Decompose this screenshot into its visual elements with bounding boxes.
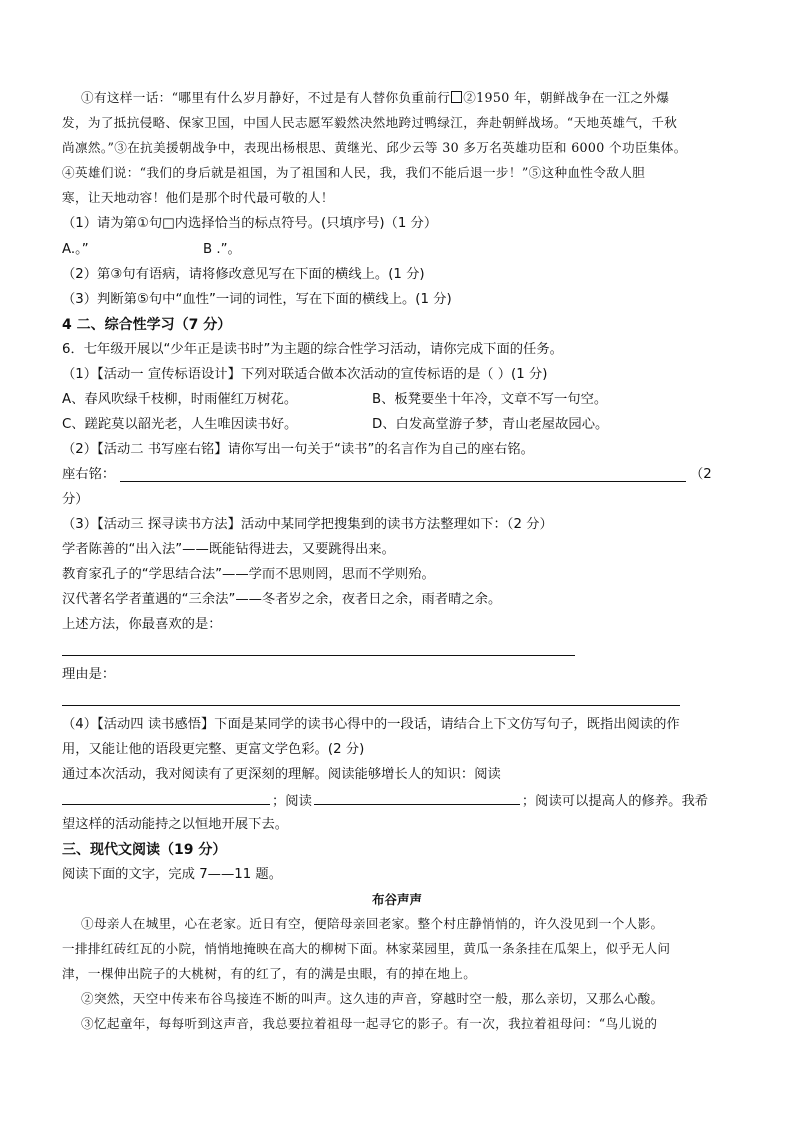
q5-line-1: ①有这样一话：“哪里有什么岁月静好，不过是有人替你负重前行 ②1950 年，朝鲜战争在一江之外爆 bbox=[81, 90, 670, 105]
q6-intro: 6．七年级开展以“少年正是读书时”为主题的综合性学习活动，请你完成下面的任务。 bbox=[62, 342, 563, 357]
q5-line-3: 尚凛然。”③在抗美援朝战争中，表现出杨根思、黄继光、邱少云等 30 多万名英雄功臣和 6000 个功臣集体。 bbox=[62, 140, 687, 155]
section-3-heading: 三、现代文阅读（19 分） bbox=[62, 842, 227, 858]
fill-blank-1[interactable] bbox=[62, 791, 270, 805]
q5-option-b: B .”。 bbox=[203, 242, 241, 257]
q6-option-c: C、蹉跎莫以韶光老，人生唯因读书好。 bbox=[62, 417, 298, 432]
favorite-answer-line[interactable] bbox=[62, 655, 575, 656]
q5-sub-2: （2）第③句有语病，请将修改意见写在下面的横线上。(1 分) bbox=[62, 267, 425, 282]
activity-3: （3）【活动三 探寻读书方法】活动中某同学把搜集到的读书方法整理如下：（2 分） bbox=[62, 517, 553, 532]
method-1: 学者陈善的“出入法”——既能钻得进去，又要跳得出来。 bbox=[62, 542, 395, 557]
q5-line-2: 发，为了抵抗侵略、保家卫国，中国人民志愿军毅然决然地跨过鸭绿江，奔赴朝鲜战场。“天地英雄气，千秋 bbox=[62, 115, 678, 130]
q5-sub-3: （3）判断第⑤句中“血性”一词的词性，写在下面的横线上。(1 分) bbox=[62, 292, 452, 307]
motto-label: 座右铭： bbox=[62, 467, 116, 482]
article-title: 布谷声声 bbox=[371, 892, 422, 907]
article-para-2: ②突然，天空中传来布谷鸟接连不断的叫声。这久违的声音，穿越时空一般，那么亲切，又那么心酸。 bbox=[81, 991, 664, 1006]
article-para-1b: 一排排红砖红瓦的小院，悄悄地掩映在高大的柳树下面。林家菜园里，黄瓜一条条挂在瓜架上，似乎无人问 bbox=[62, 941, 671, 956]
q5-line-4: ④英雄们说：“我们的身后就是祖国，为了祖国和人民，我，我们不能后退一步！”⑤这种血性令敌人胆 bbox=[62, 165, 646, 180]
reason-answer-line[interactable] bbox=[62, 705, 680, 706]
article-para-1a: ①母亲人在城里，心在老家。近日有空，便陪母亲回老家。整个村庄静悄悄的，许久没见到一个人影。 bbox=[81, 916, 664, 931]
passage-line-2: ；阅读 ；阅读可以提高人的修养。我希 bbox=[62, 791, 708, 811]
fill-blank-2[interactable] bbox=[314, 791, 520, 805]
q6-option-a: A、春风吹绿千枝柳，时雨催红万树花。 bbox=[62, 392, 298, 407]
method-3: 汉代著名学者董遇的“三余法”——冬者岁之余，夜者日之余，雨者晴之余。 bbox=[62, 592, 502, 607]
motto-score-b: 分） bbox=[62, 492, 89, 507]
punctuation-box bbox=[451, 91, 462, 103]
reason-label: 理由是： bbox=[62, 667, 116, 682]
activity-1: （1）【活动一 宣传标语设计】下列对联适合做本次活动的宣传标语的是（ ）(1 分) bbox=[62, 367, 548, 382]
activity-4-line-2: 用，又能让他的语段更完整、更富文学色彩。(2 分) bbox=[62, 742, 365, 757]
q6-option-b: B、板凳要坐十年冷，文章不写一句空。 bbox=[372, 392, 608, 407]
passage-line-3: 望这样的活动能持之以恒地开展下去。 bbox=[62, 817, 289, 832]
passage-line-1: 通过本次活动，我对阅读有了更深刻的理解。阅读能够增长人的知识：阅读 bbox=[62, 767, 501, 782]
method-2: 教育家孔子的“学思结合法”——学而不思则罔，思而不学则殆。 bbox=[62, 567, 435, 582]
motto-score-a: （2 bbox=[690, 467, 712, 482]
motto-answer-line[interactable] bbox=[120, 481, 686, 482]
section-2-heading: 4 二、综合性学习（7 分） bbox=[62, 317, 232, 333]
q5-option-a: A.。” bbox=[62, 242, 89, 257]
article-para-1c: 津，一棵伸出院子的大桃树，有的红了，有的满是虫眼，有的掉在地上。 bbox=[62, 966, 477, 981]
activity-4-line-1: （4）【活动四 读书感悟】下面是某同学的读书心得中的一段话，请结合上下文仿写句子，既指出阅读的作 bbox=[62, 717, 680, 732]
q5-line-5: 寒，让天地动容！他们是那个时代最可敬的人！ bbox=[62, 190, 334, 205]
favorite-label: 上述方法，你最喜欢的是： bbox=[62, 617, 222, 632]
activity-2: （2）【活动二 书写座右铭】请你写出一句关于“读书”的名言作为自己的座右铭。 bbox=[62, 442, 534, 457]
section-3-intro: 阅读下面的文字，完成 7——11 题。 bbox=[62, 867, 282, 882]
q6-option-d: D、白发高堂游子梦，青山老屋故园心。 bbox=[372, 417, 609, 432]
q5-sub-1: （1）请为第①句□内选择恰当的标点符号。(只填序号)（1 分） bbox=[62, 216, 438, 231]
article-para-3: ③忆起童年，每每听到这声音，我总要拉着祖母一起寻它的影子。有一次，我拉着祖母问：“鸟儿说的 bbox=[81, 1016, 658, 1031]
